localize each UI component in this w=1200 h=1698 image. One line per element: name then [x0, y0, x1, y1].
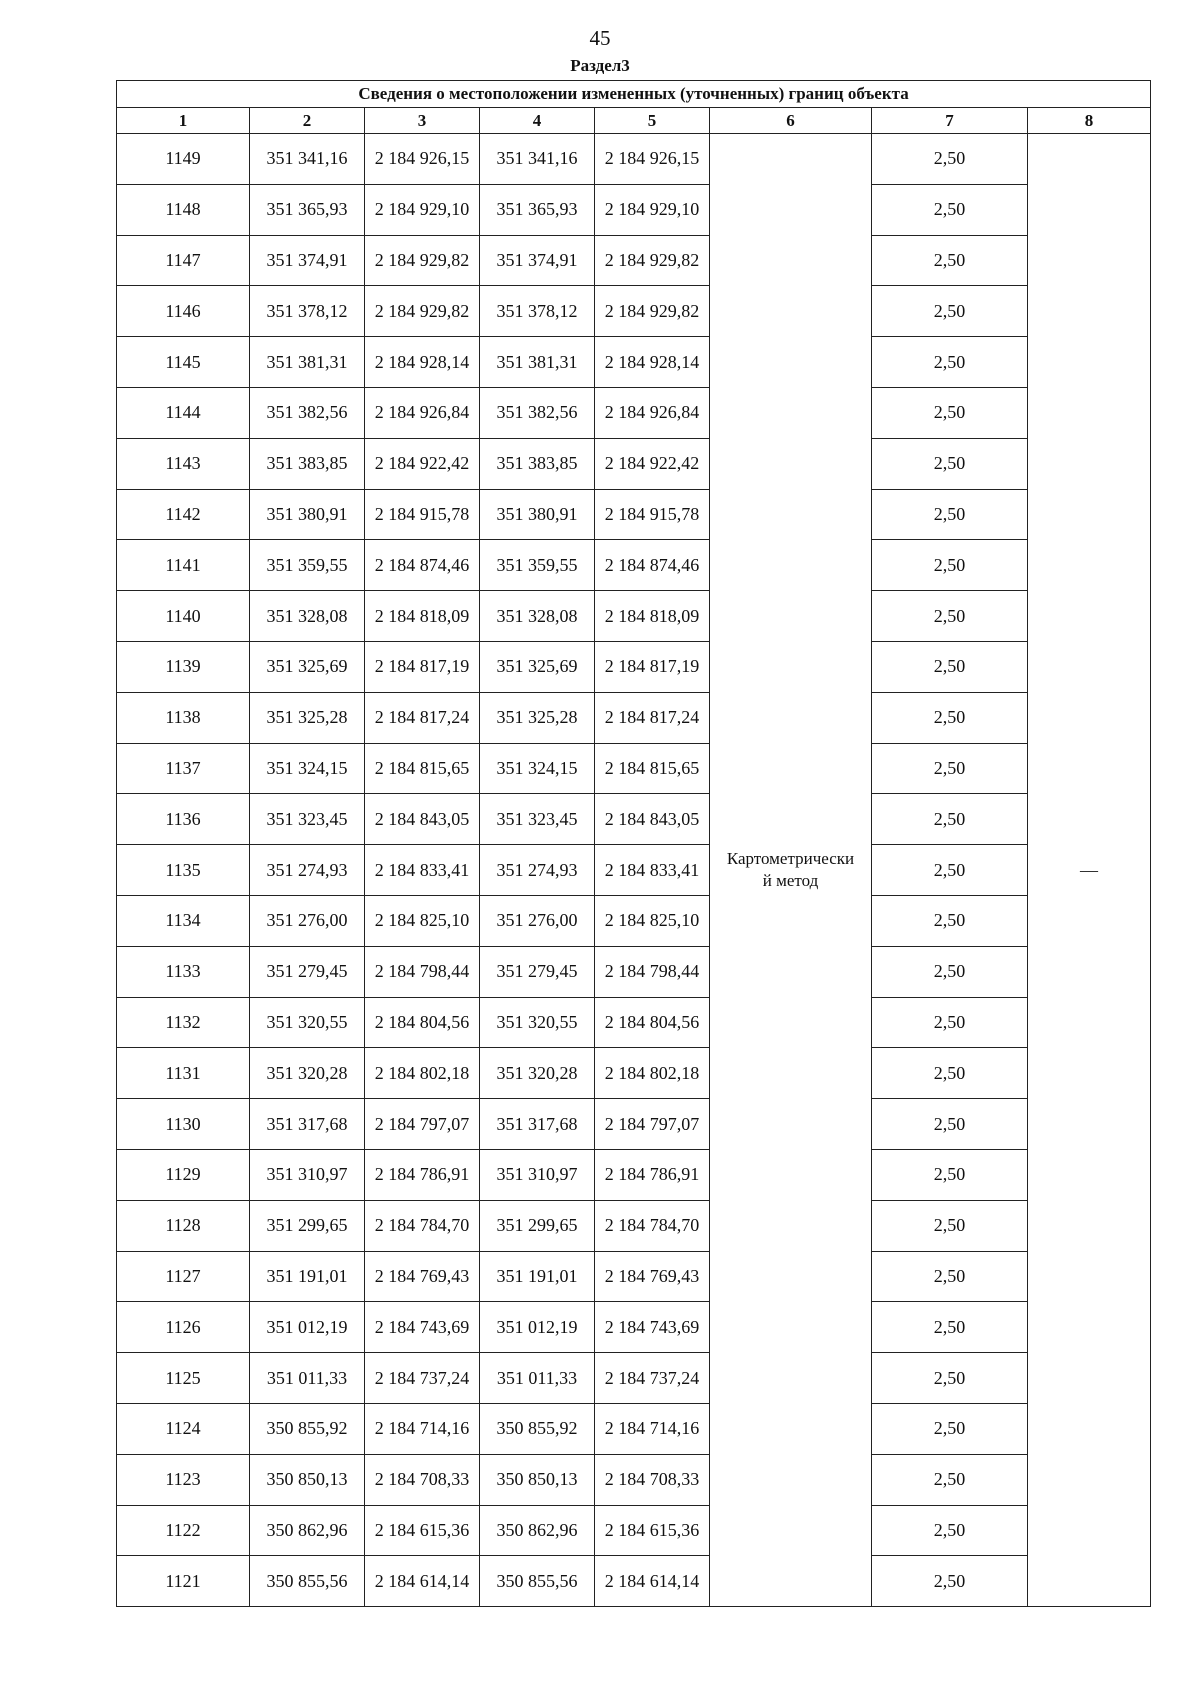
y-existing-cell: 2 184 743,69 — [365, 1302, 480, 1353]
accuracy-cell: 2,50 — [872, 1149, 1028, 1200]
table-row — [117, 1505, 1151, 1556]
point-number-cell: 1131 — [117, 1048, 250, 1099]
x-refined-cell: 351 382,56 — [480, 387, 595, 438]
x-refined-cell: 351 320,28 — [480, 1048, 595, 1099]
table-title: Сведения о местоположении измененных (уточненных) границ объекта — [117, 81, 1151, 108]
page-number: 45 — [589, 26, 611, 50]
point-number-cell: 1124 — [117, 1403, 250, 1454]
x-existing-cell: 351 381,31 — [250, 337, 365, 388]
accuracy-cell: 2,50 — [872, 1403, 1028, 1454]
table-row — [117, 946, 1151, 997]
y-existing-cell: 2 184 804,56 — [365, 997, 480, 1048]
x-refined-cell: 351 279,45 — [480, 946, 595, 997]
y-refined-cell: 2 184 714,16 — [595, 1403, 710, 1454]
accuracy-cell: 2,50 — [872, 1200, 1028, 1251]
table-row — [117, 489, 1151, 540]
y-refined-cell: 2 184 922,42 — [595, 438, 710, 489]
y-refined-cell: 2 184 802,18 — [595, 1048, 710, 1099]
point-number-cell: 1145 — [117, 337, 250, 388]
y-existing-cell: 2 184 929,82 — [365, 286, 480, 337]
table-row — [117, 1251, 1151, 1302]
point-number-cell: 1141 — [117, 540, 250, 591]
point-number-cell: 1137 — [117, 743, 250, 794]
x-existing-cell: 351 382,56 — [250, 387, 365, 438]
point-number-cell: 1129 — [117, 1149, 250, 1200]
y-existing-cell: 2 184 737,24 — [365, 1353, 480, 1404]
x-existing-cell: 351 191,01 — [250, 1251, 365, 1302]
x-existing-cell: 351 317,68 — [250, 1099, 365, 1150]
x-refined-cell: 351 341,16 — [480, 134, 595, 185]
y-existing-cell: 2 184 798,44 — [365, 946, 480, 997]
x-existing-cell: 351 324,15 — [250, 743, 365, 794]
y-refined-cell: 2 184 929,82 — [595, 235, 710, 286]
x-existing-cell: 350 862,96 — [250, 1505, 365, 1556]
y-refined-cell: 2 184 843,05 — [595, 794, 710, 845]
x-refined-cell: 351 325,28 — [480, 692, 595, 743]
y-refined-cell: 2 184 926,84 — [595, 387, 710, 438]
table-row — [117, 1149, 1151, 1200]
x-existing-cell: 351 011,33 — [250, 1353, 365, 1404]
y-existing-cell: 2 184 843,05 — [365, 794, 480, 845]
x-refined-cell: 351 328,08 — [480, 591, 595, 642]
y-refined-cell: 2 184 926,15 — [595, 134, 710, 185]
accuracy-cell: 2,50 — [872, 1505, 1028, 1556]
column-header: 1 — [117, 108, 250, 134]
y-existing-cell: 2 184 818,09 — [365, 591, 480, 642]
accuracy-cell: 2,50 — [872, 286, 1028, 337]
x-refined-cell: 351 191,01 — [480, 1251, 595, 1302]
x-existing-cell: 351 323,45 — [250, 794, 365, 845]
y-refined-cell: 2 184 825,10 — [595, 895, 710, 946]
point-number-cell: 1148 — [117, 184, 250, 235]
accuracy-cell: 2,50 — [872, 794, 1028, 845]
y-refined-cell: 2 184 929,10 — [595, 184, 710, 235]
x-refined-cell: 351 274,93 — [480, 845, 595, 896]
y-existing-cell: 2 184 926,15 — [365, 134, 480, 185]
accuracy-cell: 2,50 — [872, 489, 1028, 540]
y-refined-cell: 2 184 614,14 — [595, 1556, 710, 1607]
x-refined-cell: 351 365,93 — [480, 184, 595, 235]
y-refined-cell: 2 184 833,41 — [595, 845, 710, 896]
table-row — [117, 1454, 1151, 1505]
accuracy-cell: 2,50 — [872, 641, 1028, 692]
x-refined-cell: 351 374,91 — [480, 235, 595, 286]
y-refined-cell: 2 184 708,33 — [595, 1454, 710, 1505]
x-existing-cell: 351 276,00 — [250, 895, 365, 946]
y-refined-cell: 2 184 784,70 — [595, 1200, 710, 1251]
column-header: 8 — [1028, 108, 1151, 134]
y-existing-cell: 2 184 769,43 — [365, 1251, 480, 1302]
accuracy-cell: 2,50 — [872, 337, 1028, 388]
x-existing-cell: 351 320,55 — [250, 997, 365, 1048]
y-refined-cell: 2 184 874,46 — [595, 540, 710, 591]
x-existing-cell: 351 325,28 — [250, 692, 365, 743]
y-existing-cell: 2 184 714,16 — [365, 1403, 480, 1454]
x-existing-cell: 350 855,92 — [250, 1403, 365, 1454]
point-number-cell: 1130 — [117, 1099, 250, 1150]
x-refined-cell: 350 862,96 — [480, 1505, 595, 1556]
y-existing-cell: 2 184 815,65 — [365, 743, 480, 794]
y-refined-cell: 2 184 786,91 — [595, 1149, 710, 1200]
coordinates-table — [116, 80, 1151, 1607]
point-number-cell: 1132 — [117, 997, 250, 1048]
x-refined-cell: 351 381,31 — [480, 337, 595, 388]
table-row — [117, 997, 1151, 1048]
x-refined-cell: 351 323,45 — [480, 794, 595, 845]
accuracy-cell: 2,50 — [872, 134, 1028, 185]
accuracy-cell: 2,50 — [872, 387, 1028, 438]
table-row — [117, 591, 1151, 642]
y-refined-cell: 2 184 769,43 — [595, 1251, 710, 1302]
x-refined-cell: 350 855,92 — [480, 1403, 595, 1454]
x-existing-cell: 351 365,93 — [250, 184, 365, 235]
point-number-cell: 1143 — [117, 438, 250, 489]
point-number-cell: 1121 — [117, 1556, 250, 1607]
column-header: 7 — [872, 108, 1028, 134]
x-refined-cell: 351 378,12 — [480, 286, 595, 337]
x-existing-cell: 351 383,85 — [250, 438, 365, 489]
point-number-cell: 1127 — [117, 1251, 250, 1302]
y-existing-cell: 2 184 708,33 — [365, 1454, 480, 1505]
point-number-cell: 1138 — [117, 692, 250, 743]
y-existing-cell: 2 184 817,24 — [365, 692, 480, 743]
x-refined-cell: 351 011,33 — [480, 1353, 595, 1404]
column-header: 4 — [480, 108, 595, 134]
table-row — [117, 235, 1151, 286]
accuracy-cell: 2,50 — [872, 540, 1028, 591]
method-text-line1: Картометрически — [726, 849, 855, 869]
table-title-row — [117, 81, 1151, 108]
y-refined-cell: 2 184 928,14 — [595, 337, 710, 388]
accuracy-cell: 2,50 — [872, 692, 1028, 743]
accuracy-cell: 2,50 — [872, 1353, 1028, 1404]
y-refined-cell: 2 184 815,65 — [595, 743, 710, 794]
accuracy-cell: 2,50 — [872, 1099, 1028, 1150]
table-row — [117, 1403, 1151, 1454]
accuracy-cell: 2,50 — [872, 1454, 1028, 1505]
y-existing-cell: 2 184 615,36 — [365, 1505, 480, 1556]
y-refined-cell: 2 184 929,82 — [595, 286, 710, 337]
y-existing-cell: 2 184 817,19 — [365, 641, 480, 692]
point-number-cell: 1136 — [117, 794, 250, 845]
y-existing-cell: 2 184 833,41 — [365, 845, 480, 896]
x-existing-cell: 351 374,91 — [250, 235, 365, 286]
y-existing-cell: 2 184 786,91 — [365, 1149, 480, 1200]
table-row — [117, 1302, 1151, 1353]
table-row — [117, 794, 1151, 845]
accuracy-cell: 2,50 — [872, 997, 1028, 1048]
table-row — [117, 540, 1151, 591]
point-number-cell: 1139 — [117, 641, 250, 692]
point-number-cell: 1128 — [117, 1200, 250, 1251]
x-refined-cell: 351 317,68 — [480, 1099, 595, 1150]
accuracy-cell: 2,50 — [872, 845, 1028, 896]
table-row — [117, 337, 1151, 388]
y-refined-cell: 2 184 817,19 — [595, 641, 710, 692]
accuracy-cell: 2,50 — [872, 1048, 1028, 1099]
table-row — [117, 134, 1151, 185]
x-existing-cell: 351 310,97 — [250, 1149, 365, 1200]
point-number-cell: 1146 — [117, 286, 250, 337]
table-row — [117, 438, 1151, 489]
x-existing-cell: 351 325,69 — [250, 641, 365, 692]
table-row — [117, 1353, 1151, 1404]
point-number-cell: 1134 — [117, 895, 250, 946]
x-existing-cell: 351 012,19 — [250, 1302, 365, 1353]
point-number-cell: 1122 — [117, 1505, 250, 1556]
y-refined-cell: 2 184 817,24 — [595, 692, 710, 743]
column-header: 5 — [595, 108, 710, 134]
point-number-cell: 1126 — [117, 1302, 250, 1353]
column-header: 6 — [710, 108, 872, 134]
column-header: 2 — [250, 108, 365, 134]
x-existing-cell: 351 274,93 — [250, 845, 365, 896]
y-existing-cell: 2 184 915,78 — [365, 489, 480, 540]
accuracy-cell: 2,50 — [872, 1556, 1028, 1607]
y-existing-cell: 2 184 929,10 — [365, 184, 480, 235]
table-row — [117, 1099, 1151, 1150]
point-number-cell: 1125 — [117, 1353, 250, 1404]
column-header-row — [117, 108, 1151, 134]
x-refined-cell: 351 320,55 — [480, 997, 595, 1048]
table-row — [117, 692, 1151, 743]
x-existing-cell: 350 855,56 — [250, 1556, 365, 1607]
y-existing-cell: 2 184 929,82 — [365, 235, 480, 286]
y-existing-cell: 2 184 926,84 — [365, 387, 480, 438]
accuracy-cell: 2,50 — [872, 184, 1028, 235]
table-row — [117, 1200, 1151, 1251]
y-refined-cell: 2 184 737,24 — [595, 1353, 710, 1404]
accuracy-cell: 2,50 — [872, 1251, 1028, 1302]
x-refined-cell: 351 383,85 — [480, 438, 595, 489]
x-existing-cell: 351 279,45 — [250, 946, 365, 997]
point-number-cell: 1144 — [117, 387, 250, 438]
y-existing-cell: 2 184 802,18 — [365, 1048, 480, 1099]
x-refined-cell: 351 380,91 — [480, 489, 595, 540]
point-number-cell: 1140 — [117, 591, 250, 642]
y-existing-cell: 2 184 825,10 — [365, 895, 480, 946]
x-existing-cell: 351 341,16 — [250, 134, 365, 185]
y-existing-cell: 2 184 874,46 — [365, 540, 480, 591]
x-refined-cell: 351 276,00 — [480, 895, 595, 946]
x-existing-cell: 351 328,08 — [250, 591, 365, 642]
point-number-cell: 1123 — [117, 1454, 250, 1505]
y-existing-cell: 2 184 922,42 — [365, 438, 480, 489]
accuracy-cell: 2,50 — [872, 1302, 1028, 1353]
method-text-line2: й метод — [762, 871, 819, 891]
accuracy-cell: 2,50 — [872, 235, 1028, 286]
table-row — [117, 845, 1151, 896]
y-existing-cell: 2 184 784,70 — [365, 1200, 480, 1251]
point-number-cell: 1133 — [117, 946, 250, 997]
x-refined-cell: 351 299,65 — [480, 1200, 595, 1251]
description-cell: — — [1028, 134, 1151, 1607]
x-refined-cell: 350 850,13 — [480, 1454, 595, 1505]
accuracy-cell: 2,50 — [872, 743, 1028, 794]
accuracy-cell: 2,50 — [872, 438, 1028, 489]
accuracy-cell: 2,50 — [872, 895, 1028, 946]
section-label: Раздел3 — [570, 56, 630, 75]
x-refined-cell: 351 310,97 — [480, 1149, 595, 1200]
x-refined-cell: 351 359,55 — [480, 540, 595, 591]
y-refined-cell: 2 184 804,56 — [595, 997, 710, 1048]
table-row — [117, 743, 1151, 794]
x-refined-cell: 351 325,69 — [480, 641, 595, 692]
x-existing-cell: 351 378,12 — [250, 286, 365, 337]
table-row — [117, 641, 1151, 692]
table-row — [117, 895, 1151, 946]
table-row — [117, 286, 1151, 337]
accuracy-cell: 2,50 — [872, 591, 1028, 642]
y-existing-cell: 2 184 614,14 — [365, 1556, 480, 1607]
y-refined-cell: 2 184 818,09 — [595, 591, 710, 642]
x-existing-cell: 351 380,91 — [250, 489, 365, 540]
y-refined-cell: 2 184 915,78 — [595, 489, 710, 540]
x-existing-cell: 351 359,55 — [250, 540, 365, 591]
table-row — [117, 1048, 1151, 1099]
point-number-cell: 1135 — [117, 845, 250, 896]
y-existing-cell: 2 184 928,14 — [365, 337, 480, 388]
method-cell — [710, 134, 872, 1607]
table-row — [117, 184, 1151, 235]
x-refined-cell: 350 855,56 — [480, 1556, 595, 1607]
x-existing-cell: 351 299,65 — [250, 1200, 365, 1251]
point-number-cell: 1142 — [117, 489, 250, 540]
accuracy-cell: 2,50 — [872, 946, 1028, 997]
point-number-cell: 1147 — [117, 235, 250, 286]
x-existing-cell: 351 320,28 — [250, 1048, 365, 1099]
x-existing-cell: 350 850,13 — [250, 1454, 365, 1505]
y-refined-cell: 2 184 798,44 — [595, 946, 710, 997]
table-row — [117, 387, 1151, 438]
x-refined-cell: 351 324,15 — [480, 743, 595, 794]
table-row — [117, 1556, 1151, 1607]
x-refined-cell: 351 012,19 — [480, 1302, 595, 1353]
y-refined-cell: 2 184 743,69 — [595, 1302, 710, 1353]
y-existing-cell: 2 184 797,07 — [365, 1099, 480, 1150]
y-refined-cell: 2 184 797,07 — [595, 1099, 710, 1150]
y-refined-cell: 2 184 615,36 — [595, 1505, 710, 1556]
column-header: 3 — [365, 108, 480, 134]
point-number-cell: 1149 — [117, 134, 250, 185]
